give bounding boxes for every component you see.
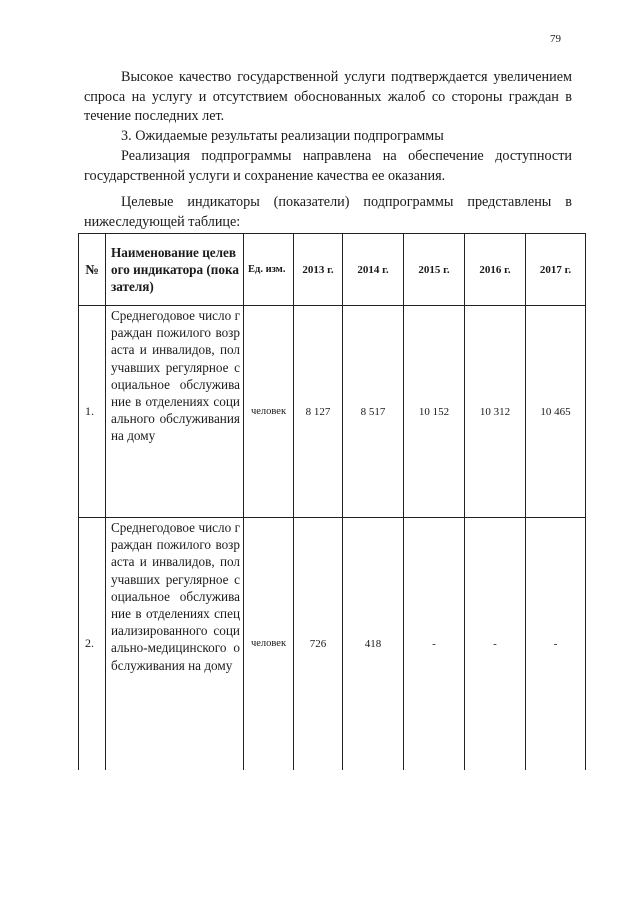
row-value-2017: - [526,518,586,770]
row-value-2014: 8 517 [343,306,404,518]
row-value-2013: 8 127 [294,306,343,518]
page-number: 79 [550,33,561,45]
row-value-2015: 10 152 [404,306,465,518]
row-indicator-name: Среднегодовое число граждан пожилого возраста и инвалидов, получавших регулярное социальное обслуживание в отделениях специализированного социально-медицинского обслуживания на дому [106,518,244,770]
header-2015: 2015 г. [404,234,465,306]
header-unit: Ед. изм. [244,234,294,306]
paragraph-purpose: Реализация подпрограммы направлена на обеспечение доступности государственной услуги и сохранение качества ее оказания. [84,148,572,184]
header-2017: 2017 г. [526,234,586,306]
paragraph-table-intro: Целевые индикаторы (показатели) подпрограммы представлены в нижеследующей таблице: [84,194,572,230]
row-value-2017: 10 465 [526,306,586,518]
table-header-row [79,234,586,306]
header-2014: 2014 г. [343,234,404,306]
row-value-2014: 418 [343,518,404,770]
indicators-table [78,233,586,770]
header-number: № [79,234,106,306]
section-heading: 3. Ожидаемые результаты реализации подпрограммы [121,128,444,144]
row-indicator-name: Среднегодовое число граждан пожилого возраста и инвалидов, получавших регулярное социальное обслуживание в отделениях социального обслуживания на дому [106,306,244,518]
row-value-2016: - [465,518,526,770]
row-unit: человек [244,518,294,770]
header-indicator-name: Наименование целевого индикатора (показателя) [106,234,244,306]
header-2013: 2013 г. [294,234,343,306]
table-row [79,306,586,518]
table-row [79,518,586,770]
row-value-2016: 10 312 [465,306,526,518]
header-2016: 2016 г. [465,234,526,306]
row-value-2013: 726 [294,518,343,770]
row-unit: человек [244,306,294,518]
row-number: 2. [79,518,106,770]
paragraph-quality: Высокое качество государственной услуги подтверждается увеличением спроса на услугу и отсутствием обоснованных жалоб со стороны граждан в течение последних лет. [84,69,572,124]
row-number: 1. [79,306,106,518]
row-value-2015: - [404,518,465,770]
